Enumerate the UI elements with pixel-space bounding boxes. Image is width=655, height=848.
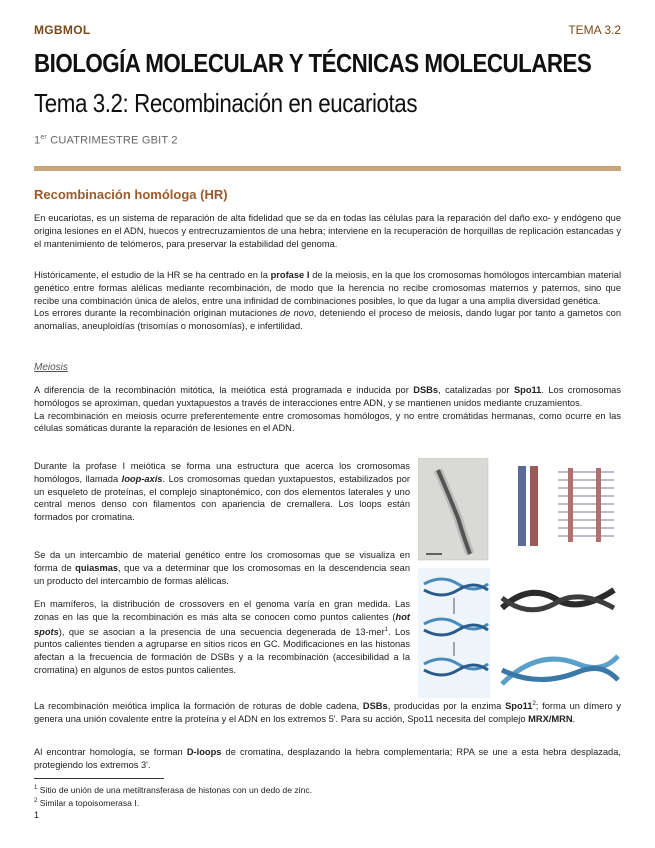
topic-label: TEMA 3.2 xyxy=(568,23,621,37)
footnote-divider xyxy=(34,778,164,779)
chromatid-exchange-diagram xyxy=(496,636,621,698)
document-subtitle: Tema 3.2: Recombinación en eucariotas xyxy=(34,88,418,118)
course-code: MGBMOL xyxy=(34,23,91,37)
paragraph-history: Históricamente, el estudio de la HR se ha centrado en la profase I de la meiosis, en la que los cromosomas homólogos intercambian material genético entre formas alélicas mediante recombinación, de modo que la herencia no recibe cromosomas maternos y paternos, sino que recibe una combinación única de alelos, entre una infinidad de combinaciones posibles, lo que da lugar a una amplia diversidad genética. Los errores durante la recombinación originan mutaciones de novo, deteniendo el proceso de meiosis, dando lugar por tanto a gametos con anomalías, aneuploidías (trisomías o monosomías), e infertilidad. xyxy=(34,270,622,332)
document-title: BIOLOGÍA MOLECULAR Y TÉCNICAS MOLECULARES xyxy=(34,48,592,78)
meiosis-figures xyxy=(418,458,623,700)
synaptonemal-micrograph-image xyxy=(418,458,488,560)
chiasma-micrograph-image xyxy=(496,568,621,630)
paragraph-meiosis: A diferencia de la recombinación mitótica, la meiótica está programada e inducida por DSBs, catalizadas por Spo11. Los cromosomas homólogos se aproximan, quedan yuxtapuestos a través de interacciones entre ADN, y se mantienen unidos mediante cruzamientos. La recombinación en meiosis ocurre preferentemente entre cromosomas homólogos, y no entre cromátidas hermanas, como ocurre en las células somáticas durante la reparación de lesiones en el ADN. xyxy=(34,385,622,434)
paragraph-d-loops: Al encontrar homología, se forman D-loops de cromatina, desplazando la hebra complementaria; RPA se une a esta hebra desplazada, protegiendo los extremos 3'. xyxy=(34,747,621,770)
crossover-steps-diagram xyxy=(418,568,490,698)
header-divider xyxy=(34,166,621,171)
paragraph-intro: En eucariotas, es un sistema de reparación de alta fidelidad que se da en todas las células para la reparación del daño exo- y endógeno que origina lesiones en el ADN, huecos y entrecruzamientos de una hebra; interviene en la recuperación de horquillas de replicación estancadas y el mantenimiento de telómeros, para preservar la estabilidad del genoma. xyxy=(34,213,621,249)
paragraph-hotspots: En mamíferos, la distribución de crossovers en el genoma varía en gran medida. Las zonas en las que la recombinación es más alta se conocen como puntos calientes (hot spots), que se asocian a la presencia de una secuencia degenerada de 13-mer$^1$. Los puntos calientes tienden a agruparse en sitios ricos en GC. Modificaciones en las histonas afectan a la frecuencia de formación de DSBs y a la recombinación (accesibilidad a la cromatina) en algunos de estos puntos calientes. xyxy=(34,599,411,676)
paragraph-chiasmata: Se da un intercambio de material genético entre los cromosomas que se visualiza en forma de quiasmas, que va a determinar que los cromosomas en la descendencia sean un producto del intercambio de formas alélicas. xyxy=(34,550,410,586)
footnote-2: $^2$ Similar a topoisomerasa I. xyxy=(34,798,140,808)
section-heading: Recombinación homóloga (HR) xyxy=(34,187,228,202)
semester-info: 1er CUATRIMESTRE GBIT 2 xyxy=(34,134,178,147)
paragraph-spo11: La recombinación meiótica implica la formación de roturas de doble cadena, DSBs, producidas por la enzima $Spo11^2$; forma un dímero y genera una unión covalente entre la proteína y el ADN en los extremos 5'. Para su acción, Spo11 necesita del complejo MRX/MRN. xyxy=(34,701,621,724)
footnote-1: $^1$ Sitio de unión de una metiltransferasa de histonas con un dedo de zinc. xyxy=(34,785,313,795)
paragraph-loop-axis: Durante la profase I meiótica se forma una estructura que acerca los cromosomas homólogos, llamada loop-axis. Los cromosomas quedan yuxtapuestos, estabilizados por un esqueleto de proteínas, el complejo sinaptonémico, con dos elementos laterales y uno central menos denso con filamentos con apariencia de cremallera. Los loops están formados por cromatina. xyxy=(34,461,410,523)
synaptonemal-complex-diagram xyxy=(496,460,621,558)
subsection-heading: Meiosis xyxy=(34,362,68,373)
page-number: 1 xyxy=(34,810,40,820)
